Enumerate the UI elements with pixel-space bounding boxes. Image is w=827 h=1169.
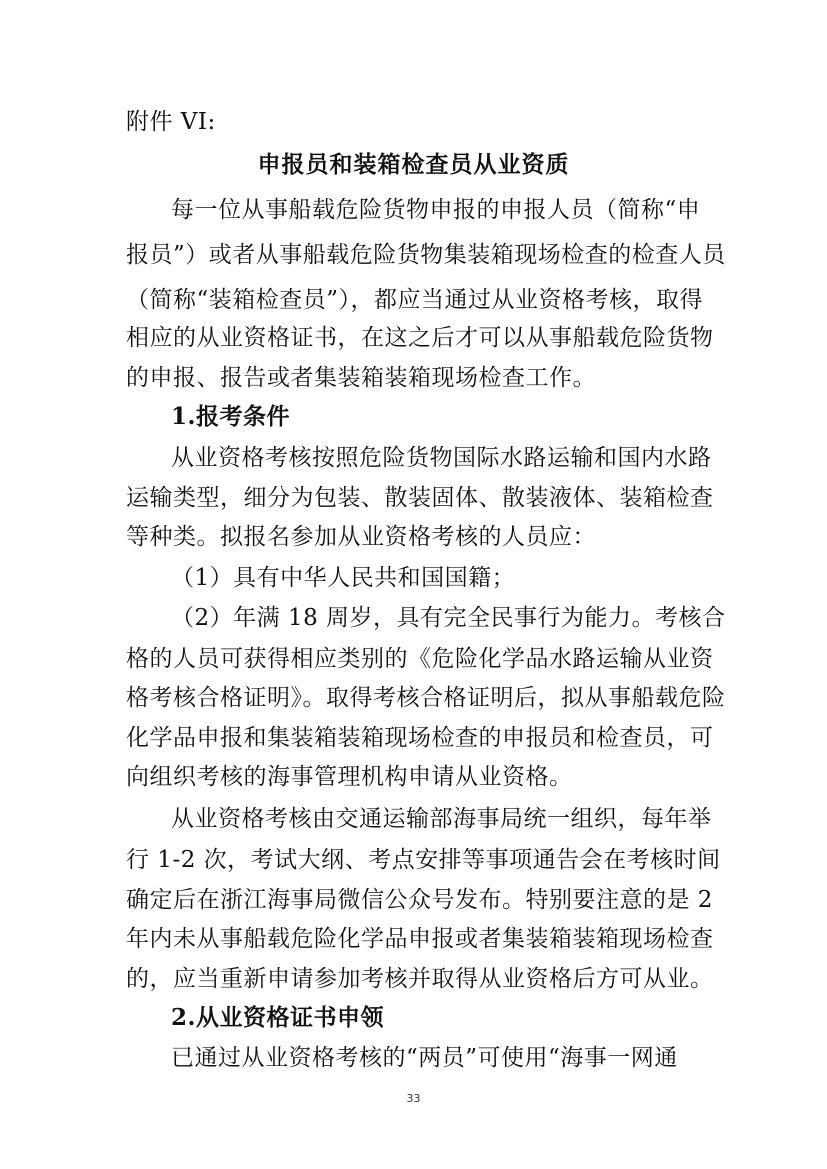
intro-line-4: 相应的从业资格证书，在这之后才可以从事船载危险货物	[126, 325, 714, 351]
section1-para2-line-4: 年内未从事船载危险化学品申报或者集装箱装箱现场检查	[126, 926, 714, 952]
section2-para1-line-1: 已通过从业资格考核的“两员”可使用“海事一网通	[171, 1045, 678, 1071]
page-number: 33	[406, 1092, 421, 1105]
section1-para2-line-1: 从业资格考核由交通运输部海事局统一组织，每年举	[171, 806, 712, 832]
section1-item-2-line-3: 格考核合格证明》。取得考核合格证明后，拟从事船载危险	[126, 685, 726, 711]
section2-heading: 2.从业资格证书申领	[171, 1004, 385, 1031]
section1-para2-line-3: 确定后在浙江海事局微信公众号发布。特别要注意的是 2	[126, 887, 713, 913]
section1-item-2-line-1: （2）年满 18 周岁，具有完全民事行为能力。考核合	[171, 605, 726, 631]
section1-para1-line-1: 从业资格考核按照危险货物国际水路运输和国内水路	[171, 445, 712, 471]
attachment-label: 附件 VI:	[126, 109, 216, 135]
section1-item-2-line-4: 化学品申报和集装箱装箱现场检查的申报员和检查员，可	[126, 725, 714, 751]
section1-item-2-line-5: 向组织考核的海事管理机构申请从业资格。	[126, 764, 573, 790]
section1-para1-line-2: 运输类型，细分为包装、散装固体、散装液体、装箱检查	[126, 485, 714, 511]
intro-line-1: 每一位从事船载危险货物申报的申报人员（简称“申	[171, 197, 701, 223]
section1-heading: 1.报考条件	[171, 403, 291, 430]
section1-para1-line-3: 等种类。拟报名参加从业资格考核的人员应：	[126, 524, 596, 550]
section1-para2-line-5: 的，应当重新申请参加考核并取得从业资格后方可从业。	[126, 966, 714, 992]
intro-line-2: 报员”）或者从事船载危险货物集装箱现场检查的检查人员	[126, 242, 726, 268]
section1-item-2-line-2: 格的人员可获得相应类别的《危险化学品水路运输从业资	[126, 646, 714, 672]
intro-line-5: 的申报、报告或者集装箱装箱现场检查工作。	[126, 365, 596, 391]
page-title: 申报员和装箱检查员从业资质	[257, 152, 570, 178]
section1-item-1: （1）具有中华人民共和国国籍；	[171, 565, 516, 591]
section1-para2-line-2: 行 1-2 次，考试大纲、考点安排等事项通告会在考核时间	[126, 847, 721, 873]
intro-line-3: （简称“装箱检查员”），都应当通过从业资格考核，取得	[126, 287, 704, 313]
